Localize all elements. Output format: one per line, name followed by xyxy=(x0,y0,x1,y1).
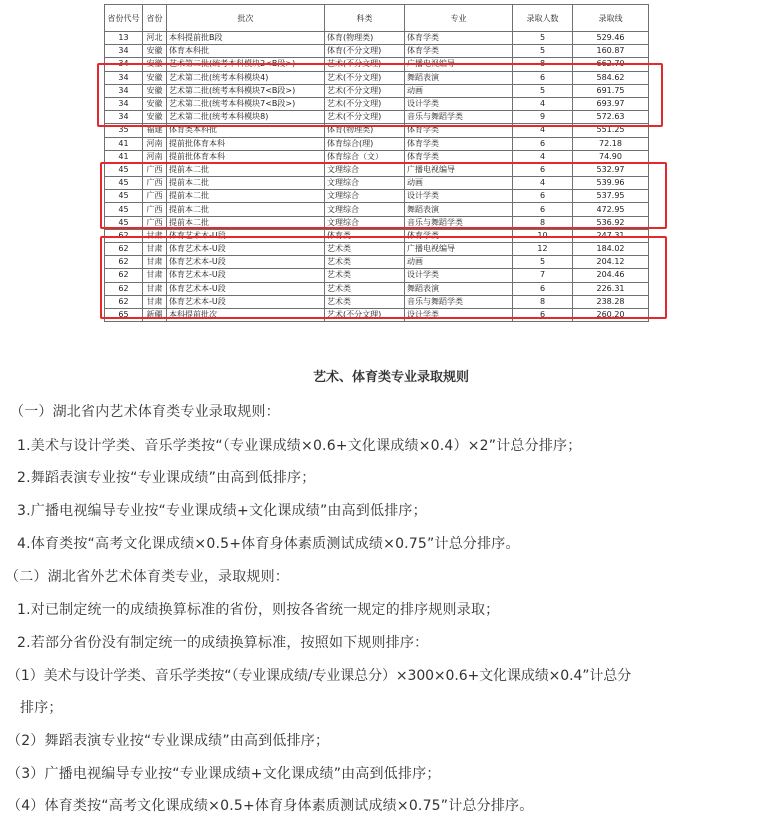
cell-province-code: 45 xyxy=(105,190,143,203)
cell-major: 体育学类 xyxy=(405,45,513,58)
rule-line: 1.对已制定统一的成绩换算标准的省份，则按各省统一规定的排序规则录取； xyxy=(17,602,500,618)
cell-batch: 艺术第二批(统考本科模块2<B段>) xyxy=(167,58,325,71)
cell-major: 音乐与舞蹈学类 xyxy=(405,216,513,229)
cell-admitted-count: 6 xyxy=(513,71,573,84)
rules-heading-out-province: （二）湖北省外艺术体育类专业，录取规则： xyxy=(5,569,289,585)
cell-subject-type: 文理综合 xyxy=(325,177,405,190)
rule-line: （4）体育类按“高考文化课成绩×0.5+体育身体素质测试成绩×0.75”计总分排序。 xyxy=(7,798,534,814)
cell-subject-type: 文理综合 xyxy=(325,203,405,216)
cell-province-code: 34 xyxy=(105,97,143,110)
cell-subject-type: 体育(物理类) xyxy=(325,32,405,45)
rule-line: 3.广播电视编导专业按“专业课成绩+文化课成绩”由高到低排序； xyxy=(17,503,427,519)
cell-cutoff-score: 662.70 xyxy=(573,58,649,71)
cell-batch: 提前批体育本科 xyxy=(167,137,325,150)
cell-admitted-count: 6 xyxy=(513,308,573,321)
cell-province-code: 34 xyxy=(105,84,143,97)
rule-line: 1.美术与设计学类、音乐学类按“（专业课成绩×0.6+文化课成绩×0.4）×2”计总分排序； xyxy=(17,438,582,454)
cell-province-code: 62 xyxy=(105,243,143,256)
cell-province-code: 45 xyxy=(105,216,143,229)
cell-cutoff-score: 529.46 xyxy=(573,32,649,45)
cell-batch: 提前本二批 xyxy=(167,190,325,203)
cell-cutoff-score: 572.63 xyxy=(573,111,649,124)
cell-province: 广西 xyxy=(143,163,167,176)
cell-subject-type: 艺术(不分文理) xyxy=(325,308,405,321)
cell-cutoff-score: 532.97 xyxy=(573,163,649,176)
cell-admitted-count: 5 xyxy=(513,84,573,97)
cell-cutoff-score: 691.75 xyxy=(573,84,649,97)
cell-province: 新疆 xyxy=(143,308,167,321)
cell-cutoff-score: 472.95 xyxy=(573,203,649,216)
cell-province: 安徽 xyxy=(143,71,167,84)
table-row xyxy=(105,45,649,58)
cell-subject-type: 艺术类 xyxy=(325,256,405,269)
cell-admitted-count: 5 xyxy=(513,45,573,58)
cell-major: 设计学类 xyxy=(405,97,513,110)
cell-province-code: 62 xyxy=(105,256,143,269)
cell-major: 动画 xyxy=(405,84,513,97)
cell-batch: 艺术第二批(统考本科模块8) xyxy=(167,111,325,124)
cell-cutoff-score: 537.95 xyxy=(573,190,649,203)
cell-batch: 艺术第二批(统考本科模块4) xyxy=(167,71,325,84)
cell-major: 设计学类 xyxy=(405,190,513,203)
cell-province-code: 41 xyxy=(105,150,143,163)
cell-subject-type: 艺术(不分文理) xyxy=(325,97,405,110)
cell-subject-type: 文理综合 xyxy=(325,190,405,203)
cell-subject-type: 艺术类 xyxy=(325,269,405,282)
cell-batch: 体育本科批 xyxy=(167,45,325,58)
header-province-code: 省份代号 xyxy=(105,5,143,32)
cell-province: 甘肃 xyxy=(143,256,167,269)
cell-province-code: 45 xyxy=(105,203,143,216)
cell-major: 舞蹈表演 xyxy=(405,71,513,84)
cell-cutoff-score: 539.96 xyxy=(573,177,649,190)
cell-subject-type: 体育综合（文） xyxy=(325,150,405,163)
cell-major: 音乐与舞蹈学类 xyxy=(405,111,513,124)
cell-subject-type: 体育综合(理) xyxy=(325,137,405,150)
cell-major: 体育学类 xyxy=(405,229,513,242)
cell-admitted-count: 4 xyxy=(513,97,573,110)
cell-major: 动画 xyxy=(405,177,513,190)
cell-cutoff-score: 536.92 xyxy=(573,216,649,229)
cell-cutoff-score: 584.62 xyxy=(573,71,649,84)
header-major: 专业 xyxy=(405,5,513,32)
cell-major: 舞蹈表演 xyxy=(405,203,513,216)
cell-subject-type: 文理综合 xyxy=(325,163,405,176)
rule-line-continuation: 排序； xyxy=(20,700,63,716)
cell-major: 音乐与舞蹈学类 xyxy=(405,295,513,308)
cell-major: 体育学类 xyxy=(405,124,513,137)
cell-subject-type: 艺术类 xyxy=(325,243,405,256)
cell-province-code: 35 xyxy=(105,124,143,137)
rule-line: 2.若部分省份没有制定统一的成绩换算标准，按照如下规则排序： xyxy=(17,635,429,651)
cell-admitted-count: 9 xyxy=(513,111,573,124)
header-subject-type: 科类 xyxy=(325,5,405,32)
cell-batch: 体育艺术本-U段 xyxy=(167,256,325,269)
cell-province: 河北 xyxy=(143,32,167,45)
cell-province: 广西 xyxy=(143,177,167,190)
cell-subject-type: 艺术类 xyxy=(325,282,405,295)
cell-admitted-count: 5 xyxy=(513,32,573,45)
cell-cutoff-score: 204.46 xyxy=(573,269,649,282)
cell-cutoff-score: 72.18 xyxy=(573,137,649,150)
header-cutoff-score: 录取线 xyxy=(573,5,649,32)
cell-cutoff-score: 160.87 xyxy=(573,45,649,58)
cell-admitted-count: 8 xyxy=(513,295,573,308)
cell-batch: 艺术第二批(统考本科模块7<B段>) xyxy=(167,84,325,97)
cell-batch: 体育艺术本-U段 xyxy=(167,269,325,282)
cell-province: 福建 xyxy=(143,124,167,137)
cell-batch: 体育艺术本-U段 xyxy=(167,282,325,295)
cell-major: 设计学类 xyxy=(405,269,513,282)
cell-admitted-count: 7 xyxy=(513,269,573,282)
rule-line: （1）美术与设计学类、音乐学类按“（专业课成绩/专业课总分）×300×0.6+文化课成绩×0.4”计总分 xyxy=(7,668,632,684)
cell-province: 安徽 xyxy=(143,84,167,97)
cell-subject-type: 艺术(不分文理) xyxy=(325,84,405,97)
cell-batch: 提前本二批 xyxy=(167,163,325,176)
cell-province: 甘肃 xyxy=(143,295,167,308)
rules-title: 艺术、体育类专业录取规则 xyxy=(312,370,469,385)
rule-line: 2.舞蹈表演专业按“专业课成绩”由高到低排序； xyxy=(17,470,316,486)
cell-cutoff-score: 693.97 xyxy=(573,97,649,110)
cell-admitted-count: 4 xyxy=(513,150,573,163)
cell-subject-type: 体育类 xyxy=(325,229,405,242)
cell-province: 安徽 xyxy=(143,97,167,110)
cell-batch: 本科提前批次 xyxy=(167,308,325,321)
cell-major: 体育学类 xyxy=(405,150,513,163)
cell-admitted-count: 5 xyxy=(513,256,573,269)
cell-province: 甘肃 xyxy=(143,243,167,256)
cell-batch: 提前本二批 xyxy=(167,203,325,216)
cell-province: 甘肃 xyxy=(143,229,167,242)
cell-cutoff-score: 204.12 xyxy=(573,256,649,269)
cell-batch: 体育艺术本-U段 xyxy=(167,229,325,242)
cell-cutoff-score: 247.31 xyxy=(573,229,649,242)
cell-admitted-count: 8 xyxy=(513,58,573,71)
cell-province: 安徽 xyxy=(143,58,167,71)
cell-major: 广播电视编导 xyxy=(405,243,513,256)
cell-major: 广播电视编导 xyxy=(405,58,513,71)
cell-province-code: 45 xyxy=(105,177,143,190)
cell-batch: 提前本二批 xyxy=(167,177,325,190)
cell-major: 体育学类 xyxy=(405,32,513,45)
cell-cutoff-score: 74.90 xyxy=(573,150,649,163)
table-row xyxy=(105,137,649,150)
header-admitted-count: 录取人数 xyxy=(513,5,573,32)
cell-admitted-count: 10 xyxy=(513,229,573,242)
header-province: 省份 xyxy=(143,5,167,32)
cell-province: 安徽 xyxy=(143,111,167,124)
cell-province-code: 45 xyxy=(105,163,143,176)
cell-admitted-count: 8 xyxy=(513,216,573,229)
cell-admitted-count: 6 xyxy=(513,190,573,203)
cell-province-code: 62 xyxy=(105,282,143,295)
cell-province-code: 34 xyxy=(105,111,143,124)
cell-admitted-count: 6 xyxy=(513,203,573,216)
cell-admitted-count: 6 xyxy=(513,282,573,295)
rule-line: （3）广播电视编导专业按“专业课成绩+文化课成绩”由高到低排序； xyxy=(7,766,441,782)
cell-subject-type: 艺术(不分文理) xyxy=(325,111,405,124)
cell-cutoff-score: 551.25 xyxy=(573,124,649,137)
table-row xyxy=(105,32,649,45)
cell-batch: 体育类本科批 xyxy=(167,124,325,137)
cell-province: 安徽 xyxy=(143,45,167,58)
cell-province-code: 62 xyxy=(105,295,143,308)
cell-major: 动画 xyxy=(405,256,513,269)
cell-province-code: 34 xyxy=(105,45,143,58)
cell-major: 广播电视编导 xyxy=(405,163,513,176)
cell-province-code: 62 xyxy=(105,229,143,242)
cell-province: 河南 xyxy=(143,150,167,163)
cell-province: 广西 xyxy=(143,190,167,203)
cell-province-code: 41 xyxy=(105,137,143,150)
cell-admitted-count: 6 xyxy=(513,163,573,176)
cell-province: 甘肃 xyxy=(143,269,167,282)
cell-province: 广西 xyxy=(143,216,167,229)
table-header-row xyxy=(105,5,649,32)
cell-subject-type: 体育(不分文理) xyxy=(325,45,405,58)
cell-province-code: 13 xyxy=(105,32,143,45)
cell-subject-type: 文理综合 xyxy=(325,216,405,229)
cell-batch: 艺术第二批(统考本科模块7<B段>) xyxy=(167,97,325,110)
rule-line: （2）舞蹈表演专业按“专业课成绩”由高到低排序； xyxy=(7,733,330,749)
highlight-box-gansu-art xyxy=(100,236,667,319)
highlight-box-anhui-art xyxy=(97,63,663,127)
cell-province: 广西 xyxy=(143,203,167,216)
cell-province: 甘肃 xyxy=(143,282,167,295)
cell-major: 设计学类 xyxy=(405,308,513,321)
cell-admitted-count: 6 xyxy=(513,137,573,150)
cell-admitted-count: 12 xyxy=(513,243,573,256)
header-batch: 批次 xyxy=(167,5,325,32)
cell-major: 体育学类 xyxy=(405,137,513,150)
rule-line: 4.体育类按“高考文化课成绩×0.5+体育身体素质测试成绩×0.75”计总分排序。 xyxy=(17,536,520,552)
cell-province-code: 62 xyxy=(105,269,143,282)
cell-subject-type: 艺术(不分文理) xyxy=(325,71,405,84)
cell-cutoff-score: 238.28 xyxy=(573,295,649,308)
cell-cutoff-score: 184.02 xyxy=(573,243,649,256)
cell-cutoff-score: 226.31 xyxy=(573,282,649,295)
cell-batch: 体育艺术本-U段 xyxy=(167,295,325,308)
cell-major: 舞蹈表演 xyxy=(405,282,513,295)
cell-subject-type: 艺术(不分文理) xyxy=(325,58,405,71)
cell-subject-type: 体育(物理类) xyxy=(325,124,405,137)
cell-batch: 提前本二批 xyxy=(167,216,325,229)
cell-province-code: 34 xyxy=(105,58,143,71)
cell-batch: 体育艺术本-U段 xyxy=(167,243,325,256)
cell-cutoff-score: 260.20 xyxy=(573,308,649,321)
cell-province-code: 34 xyxy=(105,71,143,84)
cell-admitted-count: 4 xyxy=(513,124,573,137)
cell-admitted-count: 4 xyxy=(513,177,573,190)
cell-batch: 本科提前批B段 xyxy=(167,32,325,45)
rules-heading-in-province: （一）湖北省内艺术体育类专业录取规则： xyxy=(10,404,280,420)
highlight-box-guangxi xyxy=(100,162,667,229)
cell-batch: 提前批体育本科 xyxy=(167,150,325,163)
cell-subject-type: 艺术类 xyxy=(325,295,405,308)
cell-province: 河南 xyxy=(143,137,167,150)
cell-province-code: 65 xyxy=(105,308,143,321)
